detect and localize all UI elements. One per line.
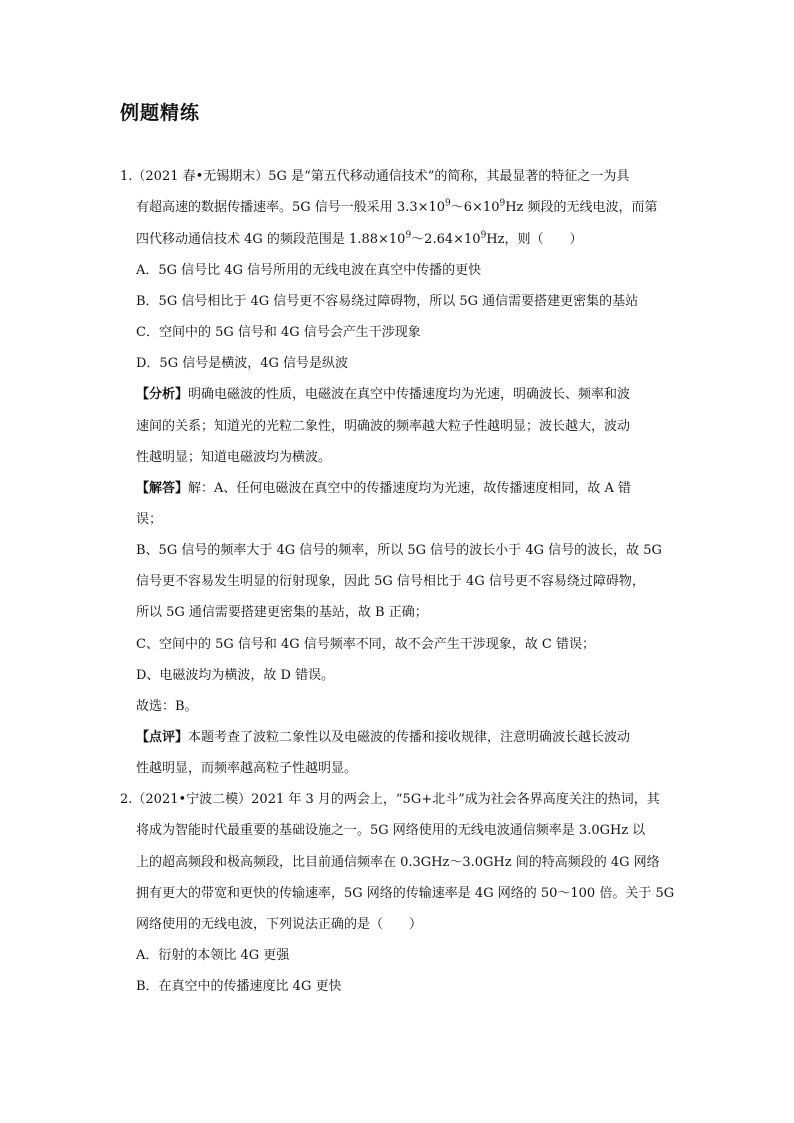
q1-exponent: 9 bbox=[499, 198, 506, 209]
q1-stem-line3-b: ～2.64×10 bbox=[411, 232, 481, 247]
q1-option-c: C．空间中的 5G 信号和 4G 信号会产生干涉现象 bbox=[136, 325, 421, 340]
q1-comment-line1 bbox=[136, 729, 630, 747]
q1-stem-line3-c: Hz，则（ ） bbox=[486, 232, 583, 247]
q2-option-a: A．衍射的本领比 4G 更强 bbox=[136, 948, 290, 963]
q1-option-b: B．5G 信号相比于 4G 信号更不容易绕过障碍物，所以 5G 通信需要搭建更密集的基站 bbox=[136, 294, 639, 309]
q1-answer-line5: 所以 5G 通信需要搭建更密集的基站，故 B 正确； bbox=[136, 605, 428, 620]
q1-answer-line1 bbox=[136, 480, 631, 498]
q1-stem-line2-c: Hz 频段的无线电波，而第 bbox=[505, 200, 658, 215]
q2-stem-line5: 网络使用的无线电波，下列说法正确的是（ ） bbox=[136, 917, 423, 932]
comment-tag: 【点评】 bbox=[136, 730, 189, 745]
q2-option-b: B．在真空中的传播速度比 4G 更快 bbox=[136, 979, 342, 994]
q1-stem-line2-a: 有超高速的数据传播速率。5G 信号一般采用 3.3×10 bbox=[136, 200, 446, 215]
q1-answer-line4: 信号更不容易发生明显的衍射现象，因此 5G 信号相比于 4G 信号更不容易绕过障碍物， bbox=[136, 574, 645, 589]
q2-stem-line1: 2.（2021•宁波二模）2021 年 3 月的两会上，“5G+北斗”成为社会各界高度关注的热词，其 bbox=[120, 792, 660, 807]
q1-analysis-line3: 性越明显；知道电磁波均为横波。 bbox=[136, 450, 332, 465]
q1-stem-line2 bbox=[136, 199, 658, 217]
q2-stem-line2: 将成为智能时代最重要的基础设施之一。5G 网络使用的无线电波通信频率是 3.0GHz 以 bbox=[136, 823, 646, 838]
q1-answer-line3: B、5G 信号的频率大于 4G 信号的频率，所以 5G 信号的波长小于 4G 信号的波长，故 5G bbox=[136, 543, 662, 558]
section-title: 例题精练 bbox=[120, 102, 201, 124]
q1-option-d: D．5G 信号是横波，4G 信号是纵波 bbox=[136, 356, 348, 371]
q2-stem-line3: 上的超高频段和极高频段，比目前通信频率在 0.3GHz～3.0GHz 间的特高频段的 4G 网络 bbox=[136, 855, 660, 870]
q1-stem-line3 bbox=[136, 231, 582, 249]
q1-analysis-line1 bbox=[136, 386, 630, 404]
analysis-tag: 【分析】 bbox=[136, 387, 189, 402]
q2-stem-line4: 拥有更大的带宽和更快的传输速率，5G 网络的传输速率是 4G 网络的 50～100 倍。关于 5G bbox=[136, 886, 675, 901]
q1-option-a: A．5G 信号比 4G 信号所用的无线电波在真空中传播的更快 bbox=[136, 263, 482, 278]
q1-stem-line1: 1.（2021 春•无锡期末）5G 是“第五代移动通信技术”的简称，其最显著的特征之一为具 bbox=[120, 169, 630, 184]
q1-answer-line6: C、空间中的 5G 信号和 4G 信号频率不同，故不会产生干涉现象，故 C 错误； bbox=[136, 637, 595, 652]
q1-analysis-line2: 速间的关系；知道光的光粒二象性，明确波的频率越大粒子性越明显；波长越大，波动 bbox=[136, 419, 631, 434]
answer-text: 解：A、任何电磁波在真空中的传播速度均为光速，故传播速度相同，故 A 错 bbox=[188, 481, 632, 496]
q1-stem-line3-a: 四代移动通信技术 4G 的频段范围是 1.88×10 bbox=[136, 232, 406, 247]
q1-comment-line2: 性越明显，而频率越高粒子性越明显。 bbox=[136, 761, 358, 776]
q1-exponent: 9 bbox=[480, 230, 487, 241]
q1-choice: 故选：B。 bbox=[136, 699, 198, 714]
q1-exponent: 9 bbox=[405, 230, 412, 241]
q1-answer-line7: D、电磁波均为横波，故 D 错误。 bbox=[136, 668, 335, 683]
answer-tag: 【解答】 bbox=[136, 481, 189, 496]
q1-stem-line2-b: ～6×10 bbox=[450, 200, 500, 215]
q1-answer-line2: 误； bbox=[136, 512, 163, 527]
analysis-text: 明确电磁波的性质，电磁波在真空中传播速度均为光速，明确波长、频率和波 bbox=[188, 387, 631, 402]
q1-exponent: 9 bbox=[445, 198, 451, 209]
comment-text: 本题考查了波粒二象性以及电磁波的传播和接收规律，注意明确波长越长波动 bbox=[188, 730, 631, 745]
